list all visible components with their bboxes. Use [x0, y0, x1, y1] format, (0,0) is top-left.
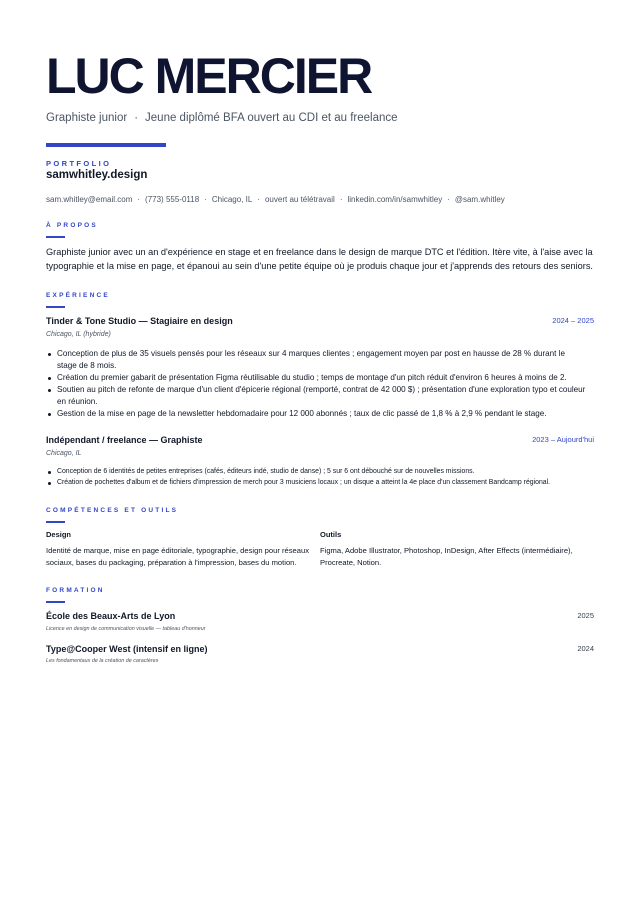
job-title: Indépendant / freelance — Graphiste	[46, 435, 203, 445]
job-bullets	[46, 467, 586, 488]
contact-separator: ·	[447, 195, 450, 204]
section-title-experience: EXPÉRIENCE	[46, 292, 110, 299]
about-text: Graphiste junior avec un an d'expérience en stage et en freelance dans le design de marque DTC et l'édition. Itère vite, à l'aise avec la typographie et la mise en page, et épanoui au sein d'une petite équipe où je produis chaque jour et j'apprends des retours des seniors.	[46, 247, 593, 271]
contact-city: Chicago, IL	[211, 195, 253, 204]
job-location: Chicago, IL (hybride)	[46, 331, 111, 338]
job-bullet: Conception de plus de 35 visuels pensés pour les réseaux sur 4 marques clientes ; engagement moyen par post en hausse de 28 % durant le stage de 8 mois.	[46, 348, 586, 372]
job-bullet: Création de pochettes d'album et de fichiers d'impression de merch pour 3 musiciens locaux ; un disque a atteint la 4e place d'un classement Bandcamp régional.	[46, 478, 586, 489]
job-bullets	[46, 348, 586, 420]
job-bullet: Création du premier gabarit de présentation Figma réutilisable du studio ; temps de montage d'un pitch réduit d'environ 6 heures à moins de 2.	[46, 372, 586, 384]
contact-separator: ·	[137, 195, 141, 204]
section-rule	[46, 306, 65, 308]
candidate-name: LUC MERCIER	[46, 48, 372, 104]
education-year: 2024	[577, 644, 594, 653]
education-year: 2025	[577, 611, 594, 620]
portfolio-label: PORTFOLIO	[46, 159, 112, 168]
job-location: Chicago, IL	[46, 450, 82, 457]
section-title-education: FORMATION	[46, 587, 105, 594]
education-school: Type@Cooper West (intensif en ligne)	[46, 644, 208, 654]
section-rule	[46, 601, 65, 603]
contact-line	[46, 195, 505, 204]
skills-design-heading: Design	[46, 530, 72, 539]
job-bullet: Conception de 6 identités de petites entreprises (cafés, éditeurs indé, studio de danse) ; 5 sur 6 ont débouché sur de nouvelles missions.	[46, 467, 586, 478]
job-title: Tinder & Tone Studio — Stagiaire en design	[46, 316, 233, 326]
tagline-separator: ·	[134, 112, 139, 124]
education-school: École des Beaux-Arts de Lyon	[46, 611, 176, 621]
section-title-skills: COMPÉTENCES ET OUTILS	[46, 507, 179, 514]
contact-separator: ·	[257, 195, 260, 204]
headline: Jeune diplômé BFA ouvert au CDI et au freelance	[145, 112, 398, 124]
contact-email[interactable]: sam.whitley@email.com	[46, 195, 133, 204]
contact-phone: (773) 555-0118	[145, 195, 200, 204]
job-dates: 2024 – 2025	[552, 316, 594, 325]
accent-bar	[46, 143, 166, 147]
section-title-about: À PROPOS	[46, 222, 98, 229]
job-dates: 2023 – Aujourd'hui	[532, 435, 594, 444]
contact-separator: ·	[204, 195, 207, 204]
contact-separator: ·	[339, 195, 343, 204]
section-rule	[46, 521, 65, 523]
skills-tools-heading: Outils	[320, 530, 342, 539]
section-rule	[46, 236, 65, 238]
contact-handle[interactable]: @sam.whitley	[454, 195, 505, 204]
contact-remote: ouvert au télétravail	[264, 195, 335, 204]
skills-design-text: Identité de marque, mise en page éditoriale, typographie, design pour réseaux sociaux, bases du packaging, préparation à l'impression, bases du motion.	[46, 546, 309, 567]
job-bullet: Gestion de la mise en page de la newsletter hebdomadaire pour 12 000 abonnés ; taux de clic passé de 1,8 % à 2,9 % pendant le stage.	[46, 408, 586, 420]
education-detail: Licence en design de communication visuelle — tableau d'honneur	[46, 626, 206, 632]
contact-linkedin[interactable]: linkedin.com/in/samwhitley	[347, 195, 443, 204]
job-bullet: Soutien au pitch de refonte de marque d'un client d'épicerie régional (remporté, contrat de 42 000 $) ; présentation d'une exploration typo et couleur en réunion.	[46, 384, 586, 408]
portfolio-link[interactable]: samwhitley.design	[46, 169, 148, 181]
role-title: Graphiste junior	[46, 112, 128, 124]
education-detail: Les fondamentaux de la création de caractères	[46, 658, 159, 664]
tagline	[46, 112, 398, 124]
skills-tools-text: Figma, Adobe Illustrator, Photoshop, InDesign, After Effects (intermédiaire), Procreate, Notion.	[320, 546, 573, 567]
